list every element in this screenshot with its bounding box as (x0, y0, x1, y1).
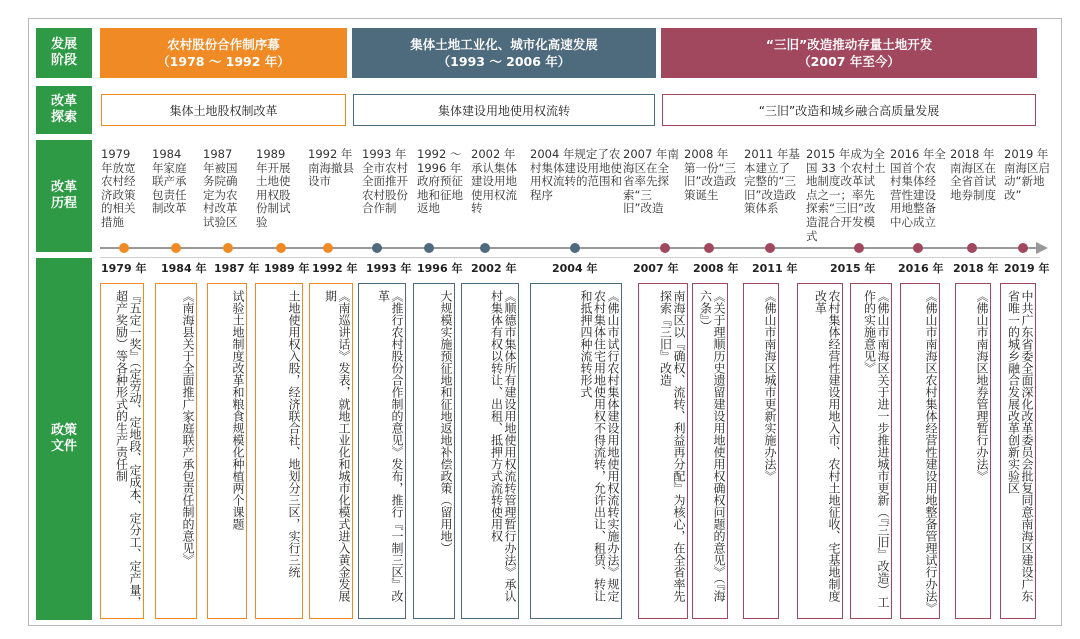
event-1987: 1987 年被国务院确定为农村改革试验区 (203, 147, 238, 229)
timeline-dot-2011 (765, 243, 775, 253)
policy-box-2019: 中共广东省委全面深化改革委员会批复同意南海区建设广东省唯一的城乡融合发展改革创新实验区 (1000, 283, 1036, 619)
year-label-1993: 1993 年 (366, 262, 412, 275)
event-1993: 1993 年全市农村全面推开农村股份合作制 (362, 147, 408, 216)
event-2019: 2019 年南海区启动“新地改” (1004, 147, 1050, 202)
stage-1-title: 农村股份合作制序幕 (167, 37, 280, 52)
timeline-dot-1984 (171, 243, 181, 253)
timeline-dot-2007 (660, 243, 670, 253)
year-label-1989: 1989 年 (264, 262, 310, 275)
policy-box-2015-reform: 农村集体经营性建设用地入市、农村土地征收、宅基地制度改革 (797, 283, 843, 619)
stage-1-period: （1978 ～ 1992 年） (157, 54, 290, 69)
year-label-1992: 1992 年 (312, 262, 358, 275)
event-2011: 2011 年基本建立了完整的“三旧”改造政策体系 (744, 147, 800, 216)
event-1984: 1984 年家庭联产承包责任制改革 (152, 147, 187, 216)
timeline-dot-2008 (704, 243, 714, 253)
stage-3-title: “三旧”改造推动存量土地开发 (765, 37, 933, 52)
row-label-history (36, 140, 92, 252)
row-label-history-text: 改革历程 (50, 180, 77, 211)
row-label-stage-text: 发展阶段 (50, 37, 77, 68)
year-label-2011: 2011 年 (752, 262, 798, 275)
event-1989: 1989 年开展土地使用权股份制试验 (256, 147, 291, 229)
timeline-dot-1989 (276, 243, 286, 253)
year-label-2019: 2019 年 (1004, 262, 1050, 275)
timeline-dot-1992 (323, 243, 333, 253)
policy-box-1992: 《南巡讲话》发表，就地工业化和城市化模式进入黄金发展期 (309, 283, 353, 619)
event-2015: 2015 年成为全国 33 个农村土地制度改革试点之一；率先探索“三旧”改造混合开发模式 (806, 147, 886, 243)
event-2002: 2002 年承认集体建设用地使用权流转 (471, 147, 517, 216)
event-2018: 2018 年南海区在全省首试地券制度 (950, 147, 996, 202)
timeline-dot-1987 (223, 243, 233, 253)
policy-box-2011: 《佛山市南海区城市更新实施办法》 (743, 283, 779, 619)
policy-box-1987: 试验土地制度改革和粮食规模化种植两个课题 (207, 283, 247, 619)
stage-2-period: （1993 ～ 2006 年） (437, 54, 571, 69)
year-label-2007: 2007 年 (633, 262, 679, 275)
year-label-2002: 2002 年 (471, 262, 517, 275)
timeline-dot-2004 (570, 243, 580, 253)
row-label-stage (36, 28, 92, 78)
policy-box-2008: 《关于理顺历史遗留建设用地使用权确权问题的意见》（『海六条』） (692, 283, 728, 619)
timeline-dot-2016 (913, 243, 923, 253)
stage-band-1 (100, 28, 347, 78)
timeline-dot-1996 (424, 243, 434, 253)
timeline-dot-2018 (967, 243, 977, 253)
year-label-2004: 2004 年 (552, 262, 598, 275)
timeline-dot-2002 (480, 243, 490, 253)
policy-box-1979: 『五定一奖』（定劳动、定地段、定成本、定分工、定产量，超产奖励）等各种形式的生产责任制 (100, 283, 144, 619)
timeline-arrow-icon (1036, 242, 1048, 254)
row-label-policy (36, 258, 92, 620)
policy-box-2015-renewal: 《佛山市南海区关于进一步推进城市更新（『三旧』改造）工作的实施意见》 (850, 283, 892, 619)
timeline-dot-1993 (372, 243, 382, 253)
year-label-2015: 2015 年 (830, 262, 876, 275)
year-label-1979: 1979 年 (101, 262, 147, 275)
event-2016: 2016 年全国首个农村集体经营性建设用地整备中心成立 (890, 147, 946, 229)
policy-box-2002: 《顺德市集体所有建设用地使用权流转管理暂行办法》承认村集体有权以转让、出租、抵押方式流转使用权 (461, 283, 519, 619)
timeline-separator (100, 257, 1040, 258)
row-label-exploration (36, 86, 92, 134)
exploration-box-3: “三旧”改造和城乡融合高质量发展 (662, 94, 1036, 126)
year-label-1987: 1987 年 (214, 262, 260, 275)
event-1979: 1979 年放宽农村经济政策的相关措施 (101, 147, 136, 229)
policy-box-1989: 土地使用权入股，经济联合社、地划分三区，实行三统 (255, 283, 303, 619)
event-1992: 1992 年南海撤县设市 (308, 147, 354, 189)
timeline-dot-2015 (854, 243, 864, 253)
exploration-box-1: 集体土地股权制改革 (101, 94, 346, 126)
year-label-1984: 1984 年 (161, 262, 207, 275)
year-label-2016: 2016 年 (898, 262, 944, 275)
timeline-axis (100, 247, 1038, 249)
stage-band-3 (661, 28, 1037, 78)
event-2007: 2007 年南海区在全省率先探索“三旧”改造 (623, 147, 679, 216)
year-label-1996: 1996 年 (417, 262, 463, 275)
stage-2-title: 集体土地工业化、城市化高速发展 (410, 37, 598, 52)
row-label-exploration-text: 改革探索 (50, 94, 77, 125)
stage-band-2 (352, 28, 656, 78)
policy-box-2007: 南海区以『确权、流转、利益再分配』为核心，在全省率先探索『三旧』改造 (638, 283, 688, 619)
policy-box-1993: 《推行农村股份合作制的意见》发布，推行『一制三区』改革 (358, 283, 406, 619)
stage-3-period: （2007 年至今） (798, 54, 900, 69)
event-2004: 2004 年规定了农村集体建设用地使用权流转的范围和程序 (530, 147, 622, 202)
policy-box-2004: 《佛山市试行农村集体建设用地使用权流转实施办法》规定农村集体住宅用地使用权不得流转，允许出让、租赁、转让和抵押四种流转形式 (530, 283, 622, 619)
policy-box-2016: 《佛山市南海区农村集体经营性建设用地整备管理试行办法》 (900, 283, 940, 619)
year-label-2008: 2008 年 (693, 262, 739, 275)
row-label-policy-text: 政策文件 (50, 423, 77, 454)
policy-box-1996: 大规模实施预征地和征地返地补偿政策（留用地） (413, 283, 455, 619)
policy-box-1984: 《南海县关于全面推广家庭联产承包责任制的意见》 (155, 283, 197, 619)
policy-box-2018: 《佛山市南海区地券管理暂行办法》 (955, 283, 991, 619)
event-2008: 2008 年第一份“三旧”改造政策诞生 (684, 147, 736, 202)
exploration-box-2: 集体建设用地使用权流转 (353, 94, 655, 126)
event-1996: 1992 ～ 1996 年政府预征地和征地返地 (417, 147, 463, 216)
year-label-2018: 2018 年 (953, 262, 999, 275)
timeline-dot-1979 (119, 243, 129, 253)
timeline-dot-2019 (1018, 243, 1028, 253)
